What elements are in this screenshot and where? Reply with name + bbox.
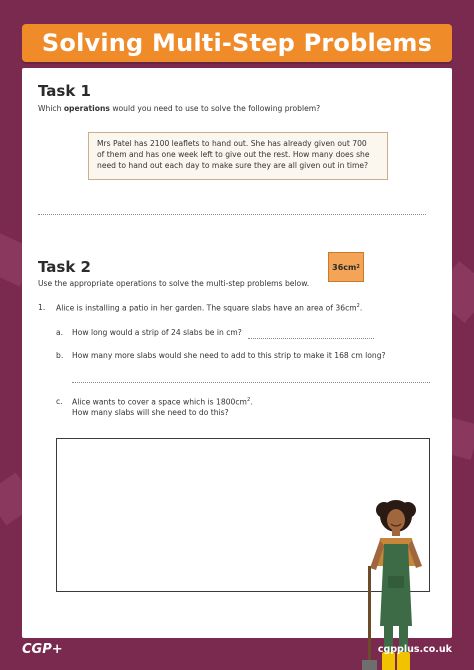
question-c-label: c.	[56, 397, 63, 406]
question-b-answer-line[interactable]	[72, 382, 430, 383]
task2-instructions: Use the appropriate operations to solve the multi-step problems below.	[38, 279, 310, 288]
title-banner	[22, 24, 452, 62]
question-1-sup: 2	[356, 303, 360, 309]
page-title: Solving Multi-Step Problems	[41, 29, 433, 57]
area-badge-sup: 2	[356, 264, 360, 270]
question-1-end: .	[359, 303, 363, 313]
footer-url[interactable]: cgpplus.co.uk	[377, 644, 452, 655]
question-c-sup: 2	[246, 397, 251, 403]
question-a-answer-line[interactable]	[248, 338, 374, 339]
cgp-logo: CGP+	[22, 642, 63, 657]
task1-prompt	[38, 104, 320, 115]
task2-heading: Task 2	[38, 258, 91, 276]
task1-answer-line[interactable]	[38, 214, 426, 215]
area-badge	[328, 252, 364, 282]
problem-line: need to hand out each day to make sure they are all given out in time?	[97, 161, 369, 170]
question-c-text-main: Alice wants to cover a space which is 1800cm	[72, 397, 247, 407]
question-b-label: b.	[56, 351, 64, 360]
question-a-label: a.	[56, 328, 64, 337]
question-c-text	[72, 397, 253, 419]
question-c-end: .	[250, 397, 253, 407]
task1-prompt-post: would you need to use to solve the following problem?	[109, 104, 321, 113]
question-a-text: How long would a strip of 24 slabs be in cm?	[72, 328, 242, 337]
question-1-text	[56, 303, 362, 314]
question-1-text-main: Alice is installing a patio in her garden. The square slabs have an area of 36cm	[56, 303, 357, 313]
task1-heading: Task 1	[38, 82, 91, 100]
problem-box	[88, 132, 388, 180]
question-1-number: 1.	[38, 303, 46, 312]
problem-line: of them and has one week left to give out the rest. How many does she	[97, 150, 370, 159]
problem-line: Mrs Patel has 2100 leaflets to hand out. She has already given out 700	[97, 139, 367, 148]
question-c-text-line2: How many slabs will she need to do this?	[72, 408, 229, 418]
worksheet	[22, 68, 452, 638]
task1-prompt-pre: Which	[38, 104, 64, 113]
task1-prompt-bold: operations	[63, 104, 110, 113]
question-b-text: How many more slabs would she need to add to this strip to make it 168 cm long?	[72, 351, 386, 360]
area-badge-value: 36cm	[332, 262, 357, 272]
